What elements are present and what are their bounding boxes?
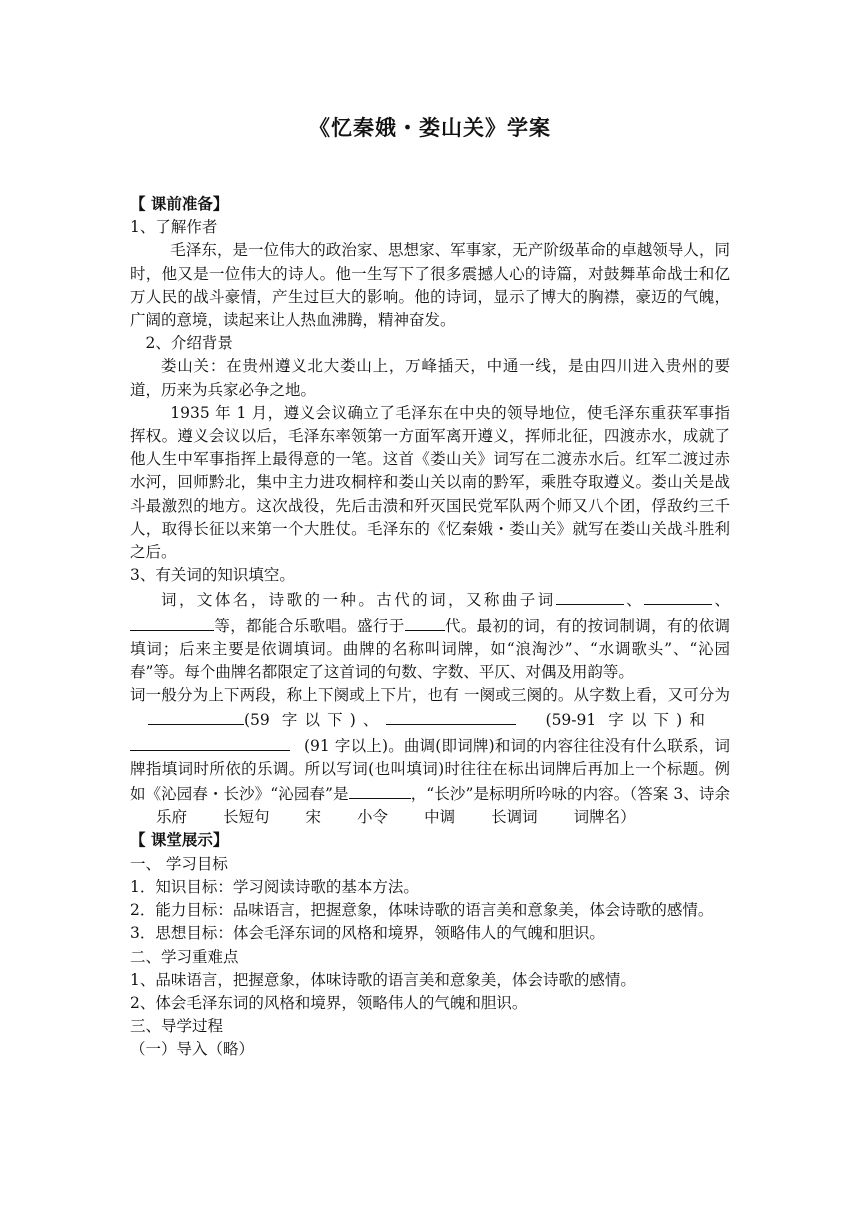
answer-item: 小令 [357,808,389,827]
ci-fill-paragraph [130,587,730,684]
fill-blank[interactable] [405,613,445,631]
separator: 、 [623,591,645,610]
fill-blank[interactable] [386,707,516,725]
division-text-4: 和 [682,711,712,730]
fill-blank[interactable] [644,587,712,605]
fill-blank[interactable] [130,613,214,631]
answer-item: 乐府 [156,808,188,827]
section-heading-preparation: 【 课前准备】 [130,195,229,213]
division-text-6: ，“长沙”是标明所吟咏的内容。（答案 3、诗余 [410,785,730,804]
answer-item: 宋 [305,808,322,827]
answer-item: 中调 [424,808,456,827]
division-text-2: (59 字以下)、 [244,711,386,730]
goal-knowledge: 1．知识目标：学习阅读诗歌的基本方法。 [130,877,419,896]
item-heading-background: 2、介绍背景 [145,334,233,353]
fill-blank[interactable] [130,733,290,751]
ci-text-2: 等，都能合乐歌唱。盛行于 [214,616,405,635]
answer-item: 长调词 [491,808,538,827]
item-heading-author: 1、了解作者 [130,218,218,237]
key-point-1: 1、品味语言，把握意象，体味诗歌的语言美和意象美，体会诗歌的感情。 [130,970,636,989]
goal-ability: 2．能力目标：品味语言，把握意象，体味诗歌的语言美和意象美，体会诗歌的感情。 [130,901,714,920]
process-heading: 三、导学过程 [130,1017,224,1036]
answer-item: 词牌名） [573,808,636,827]
loushan-paragraph: 娄山关：在贵州遵义北大娄山上，万峰插天，中通一线，是由四川进入贵州的要道，历来为兵家必争之地。 [130,357,730,399]
section-heading-classroom: 【 课堂展示】 [130,831,229,850]
answer-item: 长短句 [223,808,270,827]
history-paragraph: 1935 年 1 月，遵义会议确立了毛泽东在中央的领导地位，使毛泽东重获军事指挥权。遵义会议以后，毛泽东率领第一方面军离开遵义，挥师北征，四渡赤水，成就了他人生中军事指挥上最得意的一笔。这首《娄山关》词写在二渡赤水后。红军二渡过赤水河，回师黔北，集中主力进攻桐梓和娄山关以南的黔军，乘胜夺取遵义。娄山关是战斗最激烈的地方。这次战役，先后击溃和歼灭国民党军队两个师又八个团，俘敌约三千人，取得长征以来第一个大胜仗。毛泽东的《忆秦娥・娄山关》就写在娄山关战斗胜利之后。 [130,403,730,562]
fill-blank[interactable] [148,707,244,725]
fill-blank[interactable] [349,781,411,799]
ci-text-3: 代。最初的词，有的按词制调，有的依调填词；后来主要是依调填词。曲牌的名称叫词牌，如“浪淘沙”、“水调歌头”、“沁园春”等。每个曲牌名都限定了这首词的句数、字数、平仄、对偶及用韵等。 [130,616,730,682]
fill-blank[interactable] [556,587,624,605]
ci-text-1: 词，文体名，诗歌的一种。古代的词，又称曲子词 [161,591,556,610]
goal-heading: 一、 学习目标 [130,854,228,873]
item-heading-ci-knowledge: 3、有关词的知识填空。 [130,566,295,585]
division-text-5: (91 字以上)。曲调(即词牌)和词的内容往往没有什么联系，词牌指填词时所依的乐调。所以写词(也叫填词)时往往在标出词牌后再加上一个标题。例如《沁园春・长沙》“沁园春”是 [130,736,730,804]
division-text-1: 词一般分为上下两段，称上下阕或上下片，也有 一阕或三阕的。从字数上看，又可分为 [130,686,730,705]
process-step-1: （一）导入（略） [130,1040,255,1059]
key-points-heading: 二、学习重难点 [130,947,239,966]
document-body [130,193,730,1062]
goal-thought: 3．思想目标：体会毛泽东词的风格和境界，领略伟人的气魄和胆识。 [130,924,605,943]
division-text-3: (59-91 字以下) [545,711,683,730]
author-paragraph: 毛泽东，是一位伟大的政治家、思想家、军事家，无产阶级革命的卓越领导人，同时，他又是一位伟大的诗人。他一生写下了很多震撼人心的诗篇，对鼓舞革命战士和亿万人民的战斗豪情，产生过巨大的影响。他的诗词，显示了博大的胸襟，豪迈的气魄，广阔的意境，读起来让人热血沸腾，精神奋发。 [130,241,730,330]
document-title: 《忆秦娥・娄山关》学案 [309,116,551,140]
separator: 、 [712,591,730,610]
key-point-2: 2、体会毛泽东词的风格和境界，领略伟人的气魄和胆识。 [130,993,528,1012]
division-paragraph [130,684,730,829]
